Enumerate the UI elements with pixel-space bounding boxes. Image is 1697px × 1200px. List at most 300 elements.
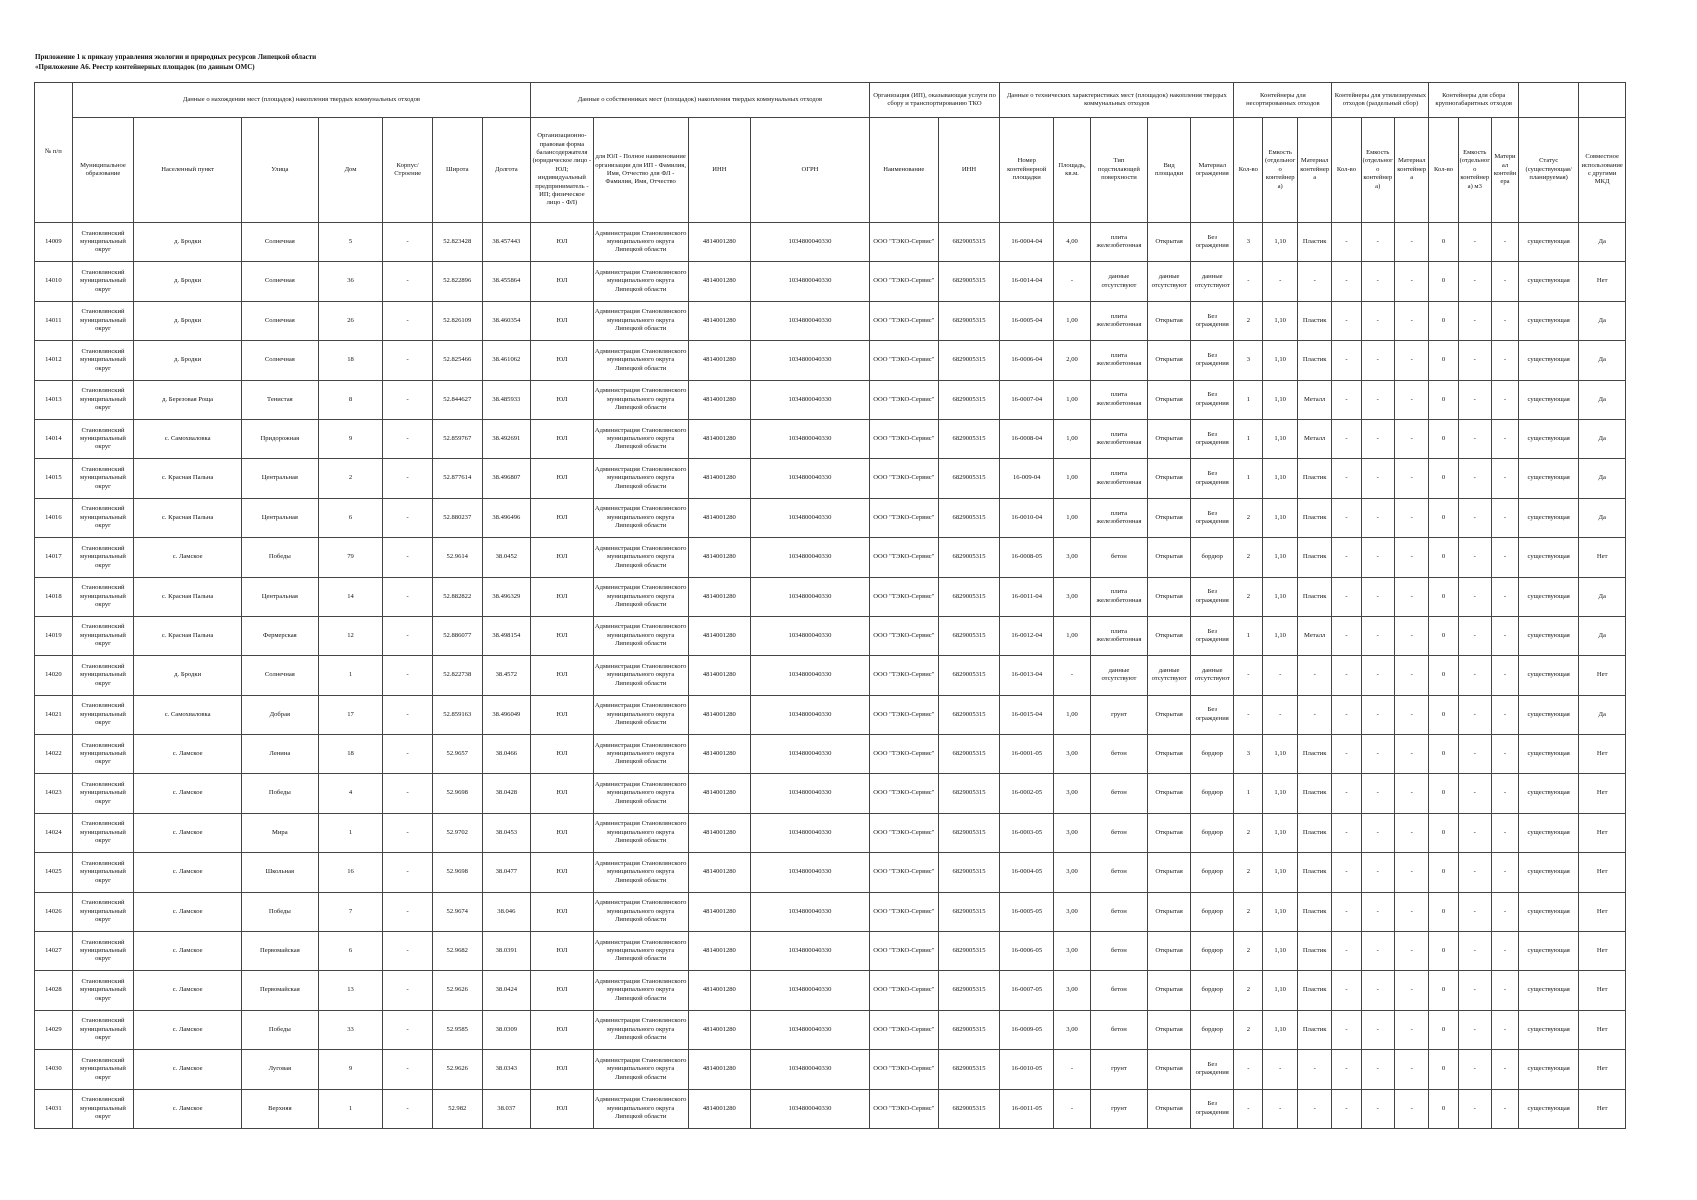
cell-owner: Администрация Становлянского муниципального округа Липецкой области <box>593 498 688 537</box>
cell-c3-count: 0 <box>1429 223 1458 262</box>
cell-c1-count: 3 <box>1234 223 1263 262</box>
cell-lon: 38.046 <box>482 892 531 931</box>
cell-c3-material: - <box>1491 223 1518 262</box>
cell-area: - <box>1054 656 1091 695</box>
cell-street: Ленина <box>242 735 319 774</box>
cell-c3-volume: - <box>1458 616 1491 655</box>
cell-c3-volume: - <box>1458 301 1491 340</box>
col-c2-count: Кол-во <box>1332 118 1361 223</box>
cell-c2-count: - <box>1332 459 1361 498</box>
cell-lon: 38.0477 <box>482 853 531 892</box>
cell-fence: данные отсутствуют <box>1191 656 1234 695</box>
cell-num: 14028 <box>35 971 73 1010</box>
cell-c1-volume: 1,10 <box>1263 419 1298 458</box>
cell-c1-count: 2 <box>1234 813 1263 852</box>
col-area: Площадь, кв.м. <box>1054 118 1091 223</box>
cell-c1-material: Пластик <box>1297 774 1332 813</box>
cell-mo: Становлянский муниципальный округ <box>72 1010 133 1049</box>
cell-c2-material: - <box>1394 223 1429 262</box>
cell-c3-volume: - <box>1458 774 1491 813</box>
cell-lat: 52.9626 <box>432 1050 482 1089</box>
cell-house: 1 <box>318 656 383 695</box>
cell-site-type: Открытая <box>1148 616 1191 655</box>
cell-status: существующая <box>1518 1050 1578 1089</box>
cell-mo: Становлянский муниципальный округ <box>72 853 133 892</box>
cell-house: 7 <box>318 892 383 931</box>
cell-site: 16-0004-04 <box>1000 223 1054 262</box>
cell-joint: Нет <box>1579 1089 1626 1128</box>
cell-orgform: ЮЛ <box>531 656 594 695</box>
cell-inn: 4814001280 <box>688 341 751 380</box>
cell-status: существующая <box>1518 223 1578 262</box>
cell-korpus: - <box>383 656 433 695</box>
cell-c2-volume: - <box>1361 380 1394 419</box>
cell-area: 3,00 <box>1054 971 1091 1010</box>
cell-c2-volume: - <box>1361 1010 1394 1049</box>
cell-korpus: - <box>383 577 433 616</box>
cell-surface: бетон <box>1090 971 1147 1010</box>
cell-c1-volume: 1,10 <box>1263 892 1298 931</box>
cell-inn: 4814001280 <box>688 538 751 577</box>
cell-c1-count: 1 <box>1234 380 1263 419</box>
cell-c3-material: - <box>1491 971 1518 1010</box>
cell-site: 16-0015-04 <box>1000 695 1054 734</box>
cell-area: 3,00 <box>1054 577 1091 616</box>
cell-status: существующая <box>1518 892 1578 931</box>
cell-c2-material: - <box>1394 577 1429 616</box>
cell-c3-volume: - <box>1458 459 1491 498</box>
cell-ogrn: 1034800040330 <box>751 695 870 734</box>
cell-c3-material: - <box>1491 1089 1518 1128</box>
cell-c3-volume: - <box>1458 577 1491 616</box>
cell-orgform: ЮЛ <box>531 932 594 971</box>
cell-c2-count: - <box>1332 1050 1361 1089</box>
cell-c3-volume: - <box>1458 1089 1491 1128</box>
cell-korpus: - <box>383 695 433 734</box>
cell-org: ООО "ТЭКО-Сервис" <box>869 459 938 498</box>
cell-c1-volume: 1,10 <box>1263 853 1298 892</box>
cell-area: - <box>1054 1089 1091 1128</box>
cell-org-inn: 6829005315 <box>938 813 999 852</box>
cell-ogrn: 1034800040330 <box>751 380 870 419</box>
cell-c3-count: 0 <box>1429 538 1458 577</box>
cell-ogrn: 1034800040330 <box>751 892 870 931</box>
cell-joint: Нет <box>1579 774 1626 813</box>
cell-fence: Без ограждения <box>1191 498 1234 537</box>
cell-street: Верхняя <box>242 1089 319 1128</box>
cell-owner: Администрация Становлянского муниципального округа Липецкой области <box>593 341 688 380</box>
group-joint-empty <box>1579 83 1626 118</box>
cell-inn: 4814001280 <box>688 695 751 734</box>
cell-status: существующая <box>1518 695 1578 734</box>
cell-house: 17 <box>318 695 383 734</box>
cell-num: 14025 <box>35 853 73 892</box>
cell-street: Школьная <box>242 853 319 892</box>
cell-ogrn: 1034800040330 <box>751 341 870 380</box>
cell-inn: 4814001280 <box>688 577 751 616</box>
cell-c3-material: - <box>1491 813 1518 852</box>
cell-lat: 52.9657 <box>432 735 482 774</box>
cell-c2-material: - <box>1394 735 1429 774</box>
cell-c3-material: - <box>1491 656 1518 695</box>
cell-c2-volume: - <box>1361 971 1394 1010</box>
cell-street: Центральная <box>242 459 319 498</box>
cell-c3-volume: - <box>1458 380 1491 419</box>
cell-org-inn: 6829005315 <box>938 735 999 774</box>
cell-mo: Становлянский муниципальный округ <box>72 419 133 458</box>
cell-c3-volume: - <box>1458 971 1491 1010</box>
cell-np: с. Самохваловка <box>134 419 242 458</box>
cell-ogrn: 1034800040330 <box>751 616 870 655</box>
cell-org: ООО "ТЭКО-Сервис" <box>869 1089 938 1128</box>
cell-lon: 38.0424 <box>482 971 531 1010</box>
col-site-type: Вид площадки <box>1148 118 1191 223</box>
cell-c1-material: Пластик <box>1297 223 1332 262</box>
cell-c3-count: 0 <box>1429 971 1458 1010</box>
cell-orgform: ЮЛ <box>531 1010 594 1049</box>
col-c1-count: Кол-во <box>1234 118 1263 223</box>
cell-site-type: Открытая <box>1148 1089 1191 1128</box>
registry-table <box>34 82 1626 1129</box>
cell-num: 14019 <box>35 616 73 655</box>
cell-lon: 38.457443 <box>482 223 531 262</box>
cell-area: 1,00 <box>1054 380 1091 419</box>
cell-site-type: Открытая <box>1148 813 1191 852</box>
cell-c1-count: 1 <box>1234 774 1263 813</box>
cell-org: ООО "ТЭКО-Сервис" <box>869 932 938 971</box>
cell-orgform: ЮЛ <box>531 616 594 655</box>
cell-korpus: - <box>383 498 433 537</box>
cell-c1-count: - <box>1234 1089 1263 1128</box>
cell-joint: Да <box>1579 223 1626 262</box>
cell-c2-material: - <box>1394 1010 1429 1049</box>
cell-c1-material: Пластик <box>1297 735 1332 774</box>
cell-site-type: данные отсутствуют <box>1148 262 1191 301</box>
cell-house: 4 <box>318 774 383 813</box>
cell-num: 14012 <box>35 341 73 380</box>
cell-c2-count: - <box>1332 380 1361 419</box>
cell-street: Центральная <box>242 498 319 537</box>
cell-status: существующая <box>1518 301 1578 340</box>
cell-c3-material: - <box>1491 498 1518 537</box>
cell-org-inn: 6829005315 <box>938 932 999 971</box>
cell-lat: 52.822896 <box>432 262 482 301</box>
cell-org: ООО "ТЭКО-Сервис" <box>869 616 938 655</box>
cell-inn: 4814001280 <box>688 616 751 655</box>
cell-site-type: Открытая <box>1148 892 1191 931</box>
cell-lon: 38.496049 <box>482 695 531 734</box>
cell-org: ООО "ТЭКО-Сервис" <box>869 223 938 262</box>
cell-site-type: Открытая <box>1148 301 1191 340</box>
cell-surface: бетон <box>1090 853 1147 892</box>
cell-surface: бетон <box>1090 735 1147 774</box>
cell-c2-count: - <box>1332 932 1361 971</box>
cell-owner: Администрация Становлянского муниципального округа Липецкой области <box>593 1050 688 1089</box>
cell-c3-material: - <box>1491 616 1518 655</box>
cell-area: 3,00 <box>1054 932 1091 971</box>
cell-c1-volume: 1,10 <box>1263 932 1298 971</box>
cell-org-inn: 6829005315 <box>938 774 999 813</box>
cell-site-type: Открытая <box>1148 577 1191 616</box>
cell-joint: Да <box>1579 380 1626 419</box>
cell-surface: плита железобетонная <box>1090 498 1147 537</box>
cell-c2-volume: - <box>1361 262 1394 301</box>
cell-org: ООО "ТЭКО-Сервис" <box>869 262 938 301</box>
cell-c2-material: - <box>1394 341 1429 380</box>
cell-mo: Становлянский муниципальный округ <box>72 538 133 577</box>
cell-org-inn: 6829005315 <box>938 459 999 498</box>
cell-lat: 52.886077 <box>432 616 482 655</box>
group-bulky-containers: Контейнеры для сбора крупногабаритных отходов <box>1429 83 1519 118</box>
cell-c1-material: Металл <box>1297 380 1332 419</box>
cell-num: 14026 <box>35 892 73 931</box>
cell-c1-count: 2 <box>1234 892 1263 931</box>
cell-status: существующая <box>1518 1010 1578 1049</box>
cell-orgform: ЮЛ <box>531 419 594 458</box>
cell-fence: бордюр <box>1191 538 1234 577</box>
cell-org: ООО "ТЭКО-Сервис" <box>869 656 938 695</box>
cell-fence: Без ограждения <box>1191 616 1234 655</box>
cell-orgform: ЮЛ <box>531 577 594 616</box>
cell-org-inn: 6829005315 <box>938 1010 999 1049</box>
cell-c1-material: Металл <box>1297 616 1332 655</box>
cell-org-inn: 6829005315 <box>938 380 999 419</box>
cell-c3-count: 0 <box>1429 892 1458 931</box>
cell-korpus: - <box>383 538 433 577</box>
cell-c3-count: 0 <box>1429 1050 1458 1089</box>
cell-c2-material: - <box>1394 774 1429 813</box>
cell-korpus: - <box>383 1089 433 1128</box>
col-fence: Материал ограждения <box>1191 118 1234 223</box>
cell-c2-material: - <box>1394 419 1429 458</box>
cell-c1-volume: 1,10 <box>1263 577 1298 616</box>
cell-c3-volume: - <box>1458 813 1491 852</box>
cell-fence: бордюр <box>1191 774 1234 813</box>
cell-num: 14020 <box>35 656 73 695</box>
cell-inn: 4814001280 <box>688 853 751 892</box>
cell-c3-count: 0 <box>1429 656 1458 695</box>
cell-c1-material: Пластик <box>1297 971 1332 1010</box>
cell-lon: 38.0343 <box>482 1050 531 1089</box>
cell-area: - <box>1054 1050 1091 1089</box>
cell-fence: Без ограждения <box>1191 1089 1234 1128</box>
cell-c1-material: Пластик <box>1297 498 1332 537</box>
cell-c3-count: 0 <box>1429 1089 1458 1128</box>
cell-street: Победы <box>242 774 319 813</box>
cell-area: 1,00 <box>1054 498 1091 537</box>
cell-fence: бордюр <box>1191 1010 1234 1049</box>
cell-c1-material: - <box>1297 1089 1332 1128</box>
cell-c1-material: Пластик <box>1297 301 1332 340</box>
cell-num: 14024 <box>35 813 73 852</box>
cell-fence: Без ограждения <box>1191 341 1234 380</box>
col-c1-material: Материал контейнера <box>1297 118 1332 223</box>
cell-org-inn: 6829005315 <box>938 538 999 577</box>
cell-street: Фермерская <box>242 616 319 655</box>
cell-org: ООО "ТЭКО-Сервис" <box>869 853 938 892</box>
cell-c2-volume: - <box>1361 774 1394 813</box>
cell-korpus: - <box>383 223 433 262</box>
header-line-1: Приложение 1 к приказу управления экологии и природных ресурсов Липецкой области <box>35 53 317 61</box>
cell-np: с. Красная Пальна <box>134 577 242 616</box>
cell-org: ООО "ТЭКО-Сервис" <box>869 498 938 537</box>
col-street: Улица <box>242 118 319 223</box>
cell-street: Придорожная <box>242 419 319 458</box>
cell-orgform: ЮЛ <box>531 1089 594 1128</box>
cell-owner: Администрация Становлянского муниципального округа Липецкой области <box>593 419 688 458</box>
document-header <box>35 52 316 72</box>
cell-site-type: Открытая <box>1148 774 1191 813</box>
cell-surface: плита железобетонная <box>1090 577 1147 616</box>
cell-org: ООО "ТЭКО-Сервис" <box>869 380 938 419</box>
cell-surface: бетон <box>1090 932 1147 971</box>
cell-org-inn: 6829005315 <box>938 223 999 262</box>
cell-c1-material: - <box>1297 1050 1332 1089</box>
cell-c1-volume: 1,10 <box>1263 735 1298 774</box>
cell-korpus: - <box>383 971 433 1010</box>
cell-c2-volume: - <box>1361 735 1394 774</box>
cell-fence: Без ограждения <box>1191 301 1234 340</box>
cell-org-inn: 6829005315 <box>938 616 999 655</box>
cell-c1-count: 2 <box>1234 301 1263 340</box>
cell-c2-material: - <box>1394 656 1429 695</box>
col-c3-count: Кол-во <box>1429 118 1458 223</box>
cell-status: существующая <box>1518 419 1578 458</box>
cell-c3-volume: - <box>1458 223 1491 262</box>
cell-np: с. Самохваловка <box>134 695 242 734</box>
cell-owner: Администрация Становлянского муниципального округа Липецкой области <box>593 577 688 616</box>
cell-inn: 4814001280 <box>688 735 751 774</box>
cell-inn: 4814001280 <box>688 1010 751 1049</box>
cell-site: 16-0007-05 <box>1000 971 1054 1010</box>
cell-inn: 4814001280 <box>688 301 751 340</box>
group-location: Данные о нахождении мест (площадок) накопления твердых коммунальных отходов <box>72 83 530 118</box>
col-num: № п/п <box>35 83 73 223</box>
cell-ogrn: 1034800040330 <box>751 853 870 892</box>
cell-orgform: ЮЛ <box>531 735 594 774</box>
col-lon: Долгота <box>482 118 531 223</box>
col-inn: ИНН <box>688 118 751 223</box>
cell-lat: 52.844627 <box>432 380 482 419</box>
cell-c3-material: - <box>1491 262 1518 301</box>
cell-c3-count: 0 <box>1429 932 1458 971</box>
cell-c3-volume: - <box>1458 656 1491 695</box>
cell-c2-material: - <box>1394 892 1429 931</box>
cell-joint: Да <box>1579 301 1626 340</box>
cell-joint: Да <box>1579 695 1626 734</box>
cell-c2-volume: - <box>1361 853 1394 892</box>
cell-ogrn: 1034800040330 <box>751 735 870 774</box>
cell-surface: плита железобетонная <box>1090 419 1147 458</box>
cell-site-type: Открытая <box>1148 223 1191 262</box>
cell-house: 6 <box>318 932 383 971</box>
cell-org-inn: 6829005315 <box>938 262 999 301</box>
cell-c1-material: Пластик <box>1297 341 1332 380</box>
cell-lat: 52.859767 <box>432 419 482 458</box>
cell-ogrn: 1034800040330 <box>751 1050 870 1089</box>
cell-area: 3,00 <box>1054 853 1091 892</box>
cell-house: 1 <box>318 1089 383 1128</box>
cell-ogrn: 1034800040330 <box>751 301 870 340</box>
cell-street: Первомайская <box>242 971 319 1010</box>
cell-lon: 38.460354 <box>482 301 531 340</box>
cell-c2-count: - <box>1332 971 1361 1010</box>
cell-inn: 4814001280 <box>688 813 751 852</box>
cell-street: Луговая <box>242 1050 319 1089</box>
cell-site-type: Открытая <box>1148 419 1191 458</box>
cell-orgform: ЮЛ <box>531 853 594 892</box>
cell-np: д. Березовая Роща <box>134 380 242 419</box>
cell-status: существующая <box>1518 498 1578 537</box>
cell-org: ООО "ТЭКО-Сервис" <box>869 538 938 577</box>
cell-num: 14014 <box>35 419 73 458</box>
cell-orgform: ЮЛ <box>531 1050 594 1089</box>
cell-fence: бордюр <box>1191 735 1234 774</box>
cell-num: 14029 <box>35 1010 73 1049</box>
col-org-inn: ИНН <box>938 118 999 223</box>
cell-area: 2,00 <box>1054 341 1091 380</box>
cell-mo: Становлянский муниципальный округ <box>72 616 133 655</box>
col-owner-name: для ЮЛ - Полное наименование организации для ИП - Фамилия, Имя, Отчество для ФЛ - Фамилия, Имя, Отчество <box>593 118 688 223</box>
cell-mo: Становлянский муниципальный округ <box>72 223 133 262</box>
header-row-groups <box>35 83 1626 118</box>
cell-c1-volume: 1,10 <box>1263 774 1298 813</box>
cell-fence: бордюр <box>1191 813 1234 852</box>
cell-inn: 4814001280 <box>688 223 751 262</box>
cell-mo: Становлянский муниципальный округ <box>72 695 133 734</box>
cell-site-type: Открытая <box>1148 971 1191 1010</box>
cell-c2-count: - <box>1332 695 1361 734</box>
cell-site-type: Открытая <box>1148 1050 1191 1089</box>
cell-c3-count: 0 <box>1429 262 1458 301</box>
cell-site: 16-0006-05 <box>1000 932 1054 971</box>
cell-c1-volume: 1,10 <box>1263 301 1298 340</box>
cell-street: Добрая <box>242 695 319 734</box>
cell-street: Мира <box>242 813 319 852</box>
table-row <box>35 735 1626 774</box>
cell-joint: Да <box>1579 341 1626 380</box>
cell-area: 3,00 <box>1054 892 1091 931</box>
cell-c1-volume: - <box>1263 262 1298 301</box>
cell-num: 14021 <box>35 695 73 734</box>
cell-c3-material: - <box>1491 419 1518 458</box>
cell-status: существующая <box>1518 538 1578 577</box>
cell-c1-count: 2 <box>1234 538 1263 577</box>
cell-org: ООО "ТЭКО-Сервис" <box>869 971 938 1010</box>
cell-street: Тенистая <box>242 380 319 419</box>
cell-mo: Становлянский муниципальный округ <box>72 498 133 537</box>
cell-surface: плита железобетонная <box>1090 616 1147 655</box>
cell-c3-material: - <box>1491 853 1518 892</box>
cell-c3-material: - <box>1491 577 1518 616</box>
cell-c1-material: Пластик <box>1297 932 1332 971</box>
cell-site-type: Открытая <box>1148 932 1191 971</box>
cell-c2-count: - <box>1332 341 1361 380</box>
cell-ogrn: 1034800040330 <box>751 813 870 852</box>
cell-c1-count: 3 <box>1234 735 1263 774</box>
cell-c3-volume: - <box>1458 1050 1491 1089</box>
header-line-2: «Приложение А6. Реестр контейнерных площадок (по данным ОМС) <box>35 63 255 71</box>
cell-c2-count: - <box>1332 735 1361 774</box>
cell-org: ООО "ТЭКО-Сервис" <box>869 735 938 774</box>
cell-lon: 38.455864 <box>482 262 531 301</box>
cell-c2-material: - <box>1394 616 1429 655</box>
cell-np: д. Бродки <box>134 262 242 301</box>
cell-site: 16-009-04 <box>1000 459 1054 498</box>
cell-orgform: ЮЛ <box>531 262 594 301</box>
cell-owner: Администрация Становлянского муниципального округа Липецкой области <box>593 223 688 262</box>
cell-np: с. Красная Пальна <box>134 459 242 498</box>
